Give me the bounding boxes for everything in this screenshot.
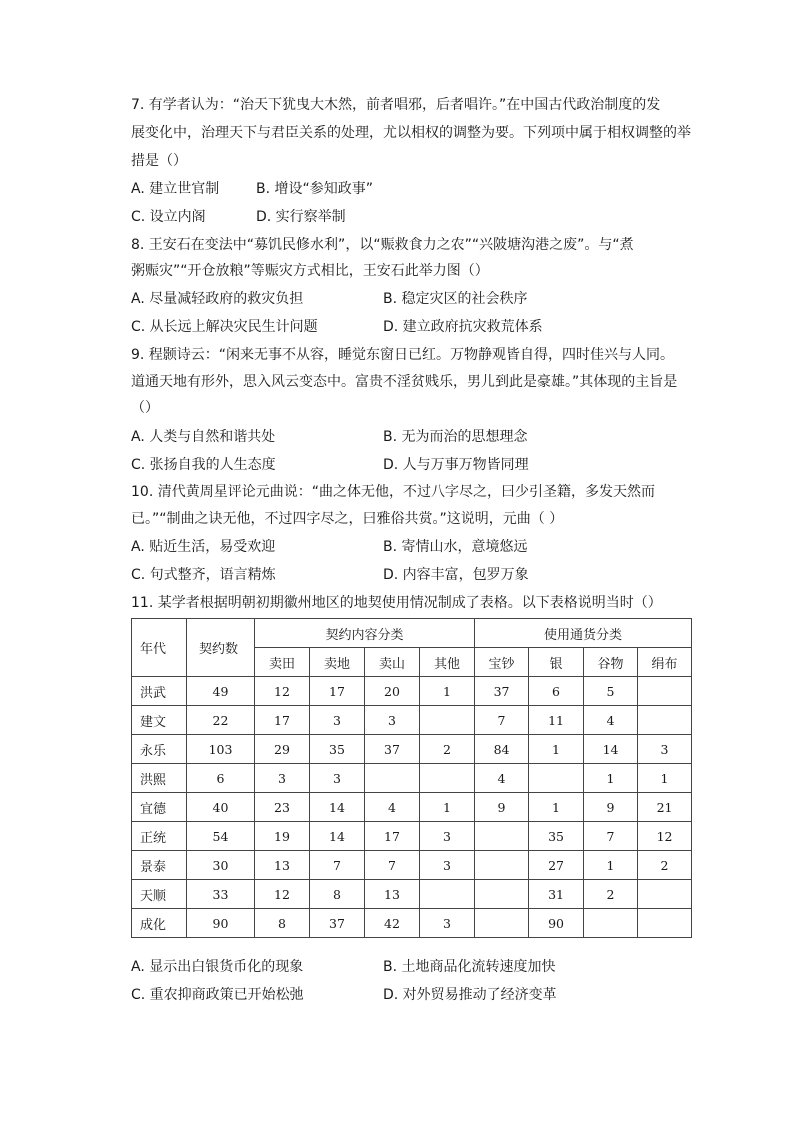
q11-line-1: 11. 某学者根据明朝初期徽州地区的地契使用情况制成了表格。以下表格说明当时（）	[131, 595, 662, 611]
table-header-row	[132, 619, 692, 648]
table-cell-era: 洪熙	[132, 764, 187, 793]
table-cell: 3	[310, 764, 365, 793]
table-cell	[638, 880, 692, 909]
subheader-paper-money: 宝钞	[475, 648, 529, 677]
table-cell: 23	[255, 793, 310, 822]
table-cell: 21	[638, 793, 692, 822]
table-row	[132, 909, 692, 938]
table-cell: 29	[255, 735, 310, 764]
subheader-grain: 谷物	[584, 648, 638, 677]
table-cell: 3	[420, 909, 475, 938]
q8-option-b: B. 稳定灾区的社会秩序	[383, 291, 528, 307]
q11-option-b: B. 土地商品化流转速度加快	[383, 959, 556, 975]
table-cell	[420, 880, 475, 909]
table-cell	[638, 909, 692, 938]
table-cell	[475, 851, 529, 880]
subheader-sell-mountain: 卖山	[365, 648, 420, 677]
table-cell	[420, 764, 475, 793]
q11-option-a: A. 显示出白银货币化的现象	[131, 959, 304, 975]
q8-option-c: C. 从长远上解决灾民生计问题	[131, 319, 318, 335]
q8-line-2: 粥赈灾”“开仓放粮”等赈灾方式相比，王安石此举力图（）	[131, 263, 489, 279]
table-cell: 12	[638, 822, 692, 851]
table-cell: 49	[187, 677, 255, 706]
table-cell: 7	[475, 706, 529, 735]
table-cell: 3	[420, 851, 475, 880]
table-body	[132, 677, 692, 938]
table-cell-era: 景泰	[132, 851, 187, 880]
table-cell: 1	[529, 735, 584, 764]
table-cell: 3	[310, 706, 365, 735]
q10-option-a: A. 贴近生活，易受欢迎	[131, 539, 276, 555]
q10-line-2: 已。”“制曲之诀无他，不过四字尽之，曰雅俗共赏。”这说明，元曲（ ）	[131, 511, 564, 527]
table-row	[132, 735, 692, 764]
header-content-category: 契约内容分类	[255, 619, 475, 648]
table-cell	[638, 706, 692, 735]
table-cell: 1	[529, 793, 584, 822]
table-cell	[638, 677, 692, 706]
table-cell: 4	[584, 706, 638, 735]
table-cell: 6	[187, 764, 255, 793]
table-cell	[475, 822, 529, 851]
table-cell: 84	[475, 735, 529, 764]
subheader-silver: 银	[529, 648, 584, 677]
table-cell: 9	[584, 793, 638, 822]
table-cell	[420, 706, 475, 735]
q9-option-c: C. 张扬自我的人生态度	[131, 457, 276, 473]
table-cell: 17	[255, 706, 310, 735]
table-cell-era: 永乐	[132, 735, 187, 764]
table-cell: 37	[310, 909, 365, 938]
table-cell: 7	[310, 851, 365, 880]
table-cell: 3	[638, 735, 692, 764]
q8-option-d: D. 建立政府抗灾救荒体系	[383, 319, 543, 335]
table-cell: 20	[365, 677, 420, 706]
table-row	[132, 851, 692, 880]
contract-table	[131, 618, 692, 938]
table-cell: 35	[310, 735, 365, 764]
table-cell-era: 洪武	[132, 677, 187, 706]
q9-line-1: 9. 程颢诗云：“闲来无事不从容，睡觉东窗日已红。万物静观皆自得，四时佳兴与人同。	[131, 347, 675, 363]
table-row	[132, 822, 692, 851]
header-contract-count: 契约数	[187, 619, 255, 677]
table-cell: 54	[187, 822, 255, 851]
table-cell: 1	[420, 677, 475, 706]
table-cell: 3	[365, 706, 420, 735]
q7-line-3: 措是（）	[131, 153, 187, 169]
table-cell: 14	[584, 735, 638, 764]
table-cell: 2	[638, 851, 692, 880]
table-cell: 35	[529, 822, 584, 851]
table-cell: 12	[255, 880, 310, 909]
table-cell: 3	[255, 764, 310, 793]
table-cell: 31	[529, 880, 584, 909]
table-cell: 14	[310, 822, 365, 851]
q8-option-a: A. 尽量减轻政府的救灾负担	[131, 291, 304, 307]
table-row	[132, 764, 692, 793]
table-cell	[584, 909, 638, 938]
table-cell: 1	[584, 851, 638, 880]
table-cell: 17	[310, 677, 365, 706]
table-cell	[475, 880, 529, 909]
table-row	[132, 793, 692, 822]
table-row	[132, 880, 692, 909]
q10-option-c: C. 句式整齐，语言精炼	[131, 567, 276, 583]
table-cell: 22	[187, 706, 255, 735]
table-cell: 4	[475, 764, 529, 793]
table-cell: 7	[584, 822, 638, 851]
table-cell: 37	[365, 735, 420, 764]
q10-option-b: B. 寄情山水，意境悠远	[383, 539, 528, 555]
table-cell: 13	[255, 851, 310, 880]
table-cell: 6	[529, 677, 584, 706]
q9-line-2: 道通天地有形外，思入风云变态中。富贵不淫贫贱乐，男儿到此是豪雄。”其体现的主旨是	[131, 374, 678, 390]
table-cell: 27	[529, 851, 584, 880]
table-cell: 3	[420, 822, 475, 851]
table-cell-era: 天顺	[132, 880, 187, 909]
table-cell-era: 建文	[132, 706, 187, 735]
q10-option-d: D. 内容丰富，包罗万象	[383, 567, 529, 583]
table-row	[132, 706, 692, 735]
table-cell: 2	[584, 880, 638, 909]
table-cell: 30	[187, 851, 255, 880]
table-cell-era: 宜德	[132, 793, 187, 822]
q11-option-d: D. 对外贸易推动了经济变革	[383, 987, 557, 1003]
q9-line-3: （）	[131, 400, 159, 416]
table-cell: 13	[365, 880, 420, 909]
table-cell: 7	[365, 851, 420, 880]
header-era: 年代	[132, 619, 187, 677]
table-cell: 4	[365, 793, 420, 822]
table-cell: 12	[255, 677, 310, 706]
q9-option-d: D. 人与万事万物皆同理	[383, 457, 529, 473]
q11-option-c: C. 重农抑商政策已开始松弛	[131, 987, 304, 1003]
table-cell: 11	[529, 706, 584, 735]
table-cell: 37	[475, 677, 529, 706]
header-currency-category: 使用通货分类	[475, 619, 692, 648]
table-cell: 1	[638, 764, 692, 793]
q7-option-d: D. 实行察举制	[256, 209, 346, 225]
q7-option-b: B. 增设“参知政事”	[256, 181, 374, 197]
table-cell: 19	[255, 822, 310, 851]
table-cell: 103	[187, 735, 255, 764]
table-cell: 8	[310, 880, 365, 909]
table-cell: 33	[187, 880, 255, 909]
table-row	[132, 677, 692, 706]
subheader-silk-cloth: 绢布	[638, 648, 692, 677]
subheader-sell-land: 卖地	[310, 648, 365, 677]
table-cell: 1	[584, 764, 638, 793]
table-cell: 42	[365, 909, 420, 938]
q7-option-a: A. 建立世官制	[131, 181, 220, 197]
q7-option-c: C. 设立内阁	[131, 209, 206, 225]
q9-option-a: A. 人类与自然和谐共处	[131, 429, 276, 445]
q10-line-1: 10. 清代黄周星评论元曲说：“曲之体无他，不过八字尽之，曰少引圣籍，多发天然而	[131, 484, 655, 500]
table-cell: 1	[420, 793, 475, 822]
table-cell: 90	[529, 909, 584, 938]
subheader-sell-field: 卖田	[255, 648, 310, 677]
q9-option-b: B. 无为而治的思想理念	[383, 429, 528, 445]
table-cell-era: 正统	[132, 822, 187, 851]
table-cell: 17	[365, 822, 420, 851]
table-cell: 8	[255, 909, 310, 938]
q8-line-1: 8. 王安石在变法中“募饥民修水利”，以“赈救食力之农”“兴陂塘沟港之废”。与“煮	[131, 237, 634, 253]
q7-line-2: 展变化中，治理天下与君臣关系的处理，尤以相权的调整为要。下列项中属于相权调整的举	[131, 125, 691, 141]
q7-line-1: 7. 有学者认为：“治天下犹曳大木然，前者唱邪，后者唱许。”在中国古代政治制度的发	[131, 97, 661, 113]
table-cell: 9	[475, 793, 529, 822]
table-cell	[475, 909, 529, 938]
table-cell	[365, 764, 420, 793]
table-cell-era: 成化	[132, 909, 187, 938]
table-cell: 5	[584, 677, 638, 706]
subheader-other: 其他	[420, 648, 475, 677]
table-cell: 90	[187, 909, 255, 938]
table-cell: 2	[420, 735, 475, 764]
table-cell	[529, 764, 584, 793]
table-cell: 14	[310, 793, 365, 822]
table-cell: 40	[187, 793, 255, 822]
